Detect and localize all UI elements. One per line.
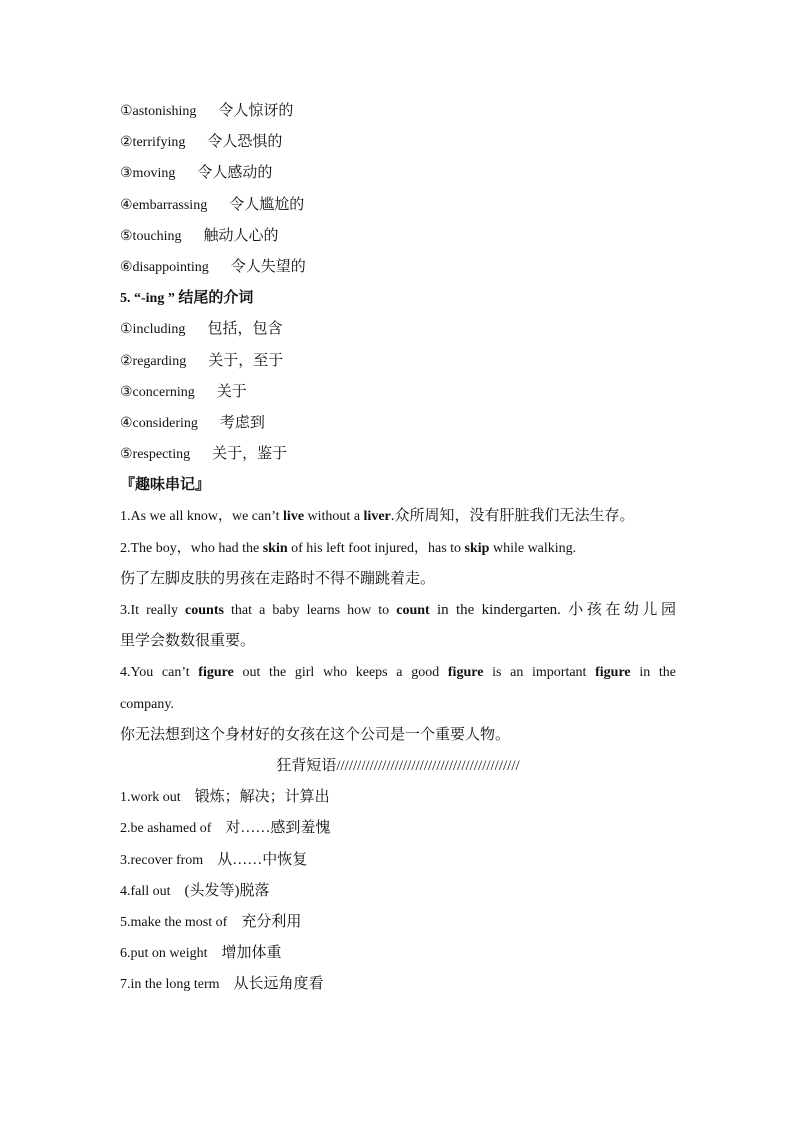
word-en: ①including	[120, 322, 186, 338]
word-en: ②regarding	[120, 353, 187, 369]
word-entry	[120, 158, 676, 189]
phrase-entry	[120, 907, 676, 938]
sentence-text: of his left foot injured，has to	[287, 540, 465, 556]
word-entry	[120, 439, 676, 470]
sentence-text: 3.It really	[120, 603, 186, 618]
word-zh: 触动人心的	[203, 227, 279, 244]
phrase-entry	[120, 876, 676, 907]
word-zh: 包括，包含	[207, 321, 283, 338]
translation-text: 伤了左脚皮肤的男孩在走路时不得不蹦跳着走。	[120, 570, 436, 587]
phrase-en: 3.recover from	[120, 852, 204, 868]
word-en: ⑥disappointing	[120, 259, 209, 275]
sentence-text: while walking.	[489, 540, 577, 556]
phrase-en: 2.be ashamed of	[120, 821, 212, 837]
page-content	[120, 96, 676, 1000]
word-en: ④embarrassing	[120, 197, 208, 213]
keyword: live	[283, 509, 305, 525]
word-entry	[120, 96, 676, 127]
word-en: ④considering	[120, 415, 198, 431]
keyword: skip	[464, 540, 490, 556]
phrase-zh: 从长远角度看	[233, 976, 324, 993]
word-entry	[120, 252, 676, 283]
word-zh: 令人失望的	[230, 258, 306, 275]
sentence-1	[120, 501, 676, 532]
word-entry	[120, 377, 676, 408]
phrase-en: 6.put on weight	[120, 946, 208, 962]
phrase-entry	[120, 845, 676, 876]
fun-memory-title: 『趣味串记』	[120, 477, 211, 494]
sentence-text: 1.As we all know，we can’t	[120, 509, 284, 525]
keyword: liver	[363, 509, 391, 525]
translation-text: 你无法想到这个身材好的女孩在这个公司是一个重要人物。	[120, 726, 511, 743]
phrase-zh: (头发等)脱落	[184, 882, 270, 899]
keyword: count	[396, 603, 430, 618]
sentence-text: that a baby learns how to	[223, 603, 397, 618]
keyword: figure	[595, 665, 631, 681]
phrase-zh: 充分利用	[241, 913, 302, 930]
sentence-text: 里学会数数很重要。	[120, 633, 256, 650]
sentence-text: in the kindergarten. 小孩在幼儿园	[429, 602, 676, 618]
section-title: 结尾的介词	[178, 290, 254, 307]
phrase-zh: 对……感到羞愧	[225, 820, 331, 837]
sentence-3	[120, 595, 676, 626]
sentence-text: in the	[630, 665, 676, 681]
fun-memory-heading	[120, 470, 676, 501]
phrase-entry	[120, 969, 676, 1000]
sentence-2-translation	[120, 564, 676, 595]
keyword: skin	[262, 540, 288, 556]
quote-close: ”	[167, 291, 175, 307]
sentence-text: .众所周知，没有肝脏我们无法生存。	[390, 508, 635, 525]
word-entry	[120, 346, 676, 377]
section-number: 5.	[120, 291, 131, 307]
sentence-4-cont	[120, 689, 676, 720]
phrases-title: 狂背短语////////////////////////////////////////////	[276, 757, 520, 774]
phrase-entry	[120, 813, 676, 844]
sentence-3-cont	[120, 626, 676, 657]
word-en: ⑤touching	[120, 228, 182, 244]
section-term: -ing	[141, 291, 165, 307]
word-en: ①astonishing	[120, 104, 197, 119]
phrases-heading	[120, 751, 676, 782]
sentence-text: out the girl who keeps a good	[233, 665, 448, 681]
word-en: ②terrifying	[120, 135, 186, 151]
phrase-zh: 锻炼；解决；计算出	[194, 789, 330, 806]
word-zh: 令人感动的	[197, 165, 273, 182]
sentence-text: 4.You can’t	[120, 665, 199, 681]
word-zh: 关于，至于	[208, 352, 284, 369]
word-en: ③concerning	[120, 384, 195, 400]
word-entry	[120, 408, 676, 439]
phrase-zh: 增加体重	[221, 945, 282, 962]
word-entry	[120, 221, 676, 252]
word-zh: 考虑到	[219, 414, 265, 431]
section-heading	[120, 283, 676, 314]
keyword: figure	[447, 665, 484, 681]
phrase-en: 1.work out	[120, 790, 181, 806]
phrase-en: 7.in the long term	[120, 977, 220, 993]
word-en: ③moving	[120, 166, 176, 182]
word-entry	[120, 190, 676, 221]
keyword: counts	[185, 603, 224, 618]
phrase-en: 4.fall out	[120, 883, 171, 899]
word-entry	[120, 127, 676, 158]
sentence-text: without a	[304, 509, 364, 525]
sentence-2	[120, 533, 676, 564]
quote-open: “	[134, 291, 141, 307]
word-zh: 令人惊讶的	[218, 103, 294, 119]
word-zh: 关于，鉴于	[212, 446, 288, 463]
word-entry	[120, 314, 676, 345]
word-zh: 关于	[216, 383, 247, 400]
sentence-text: is an important	[483, 665, 596, 681]
phrase-en: 5.make the most of	[120, 914, 228, 930]
word-zh: 令人恐惧的	[207, 134, 283, 151]
phrase-entry	[120, 782, 676, 813]
word-zh: 令人尴尬的	[229, 196, 305, 213]
word-en: ⑤respecting	[120, 447, 191, 463]
phrase-entry	[120, 938, 676, 969]
sentence-4-translation	[120, 720, 676, 751]
sentence-text: 2.The boy，who had the	[120, 540, 263, 556]
sentence-4	[120, 657, 676, 688]
sentence-text: company.	[120, 696, 174, 712]
phrase-zh: 从……中恢复	[217, 851, 308, 868]
keyword: figure	[198, 665, 234, 681]
